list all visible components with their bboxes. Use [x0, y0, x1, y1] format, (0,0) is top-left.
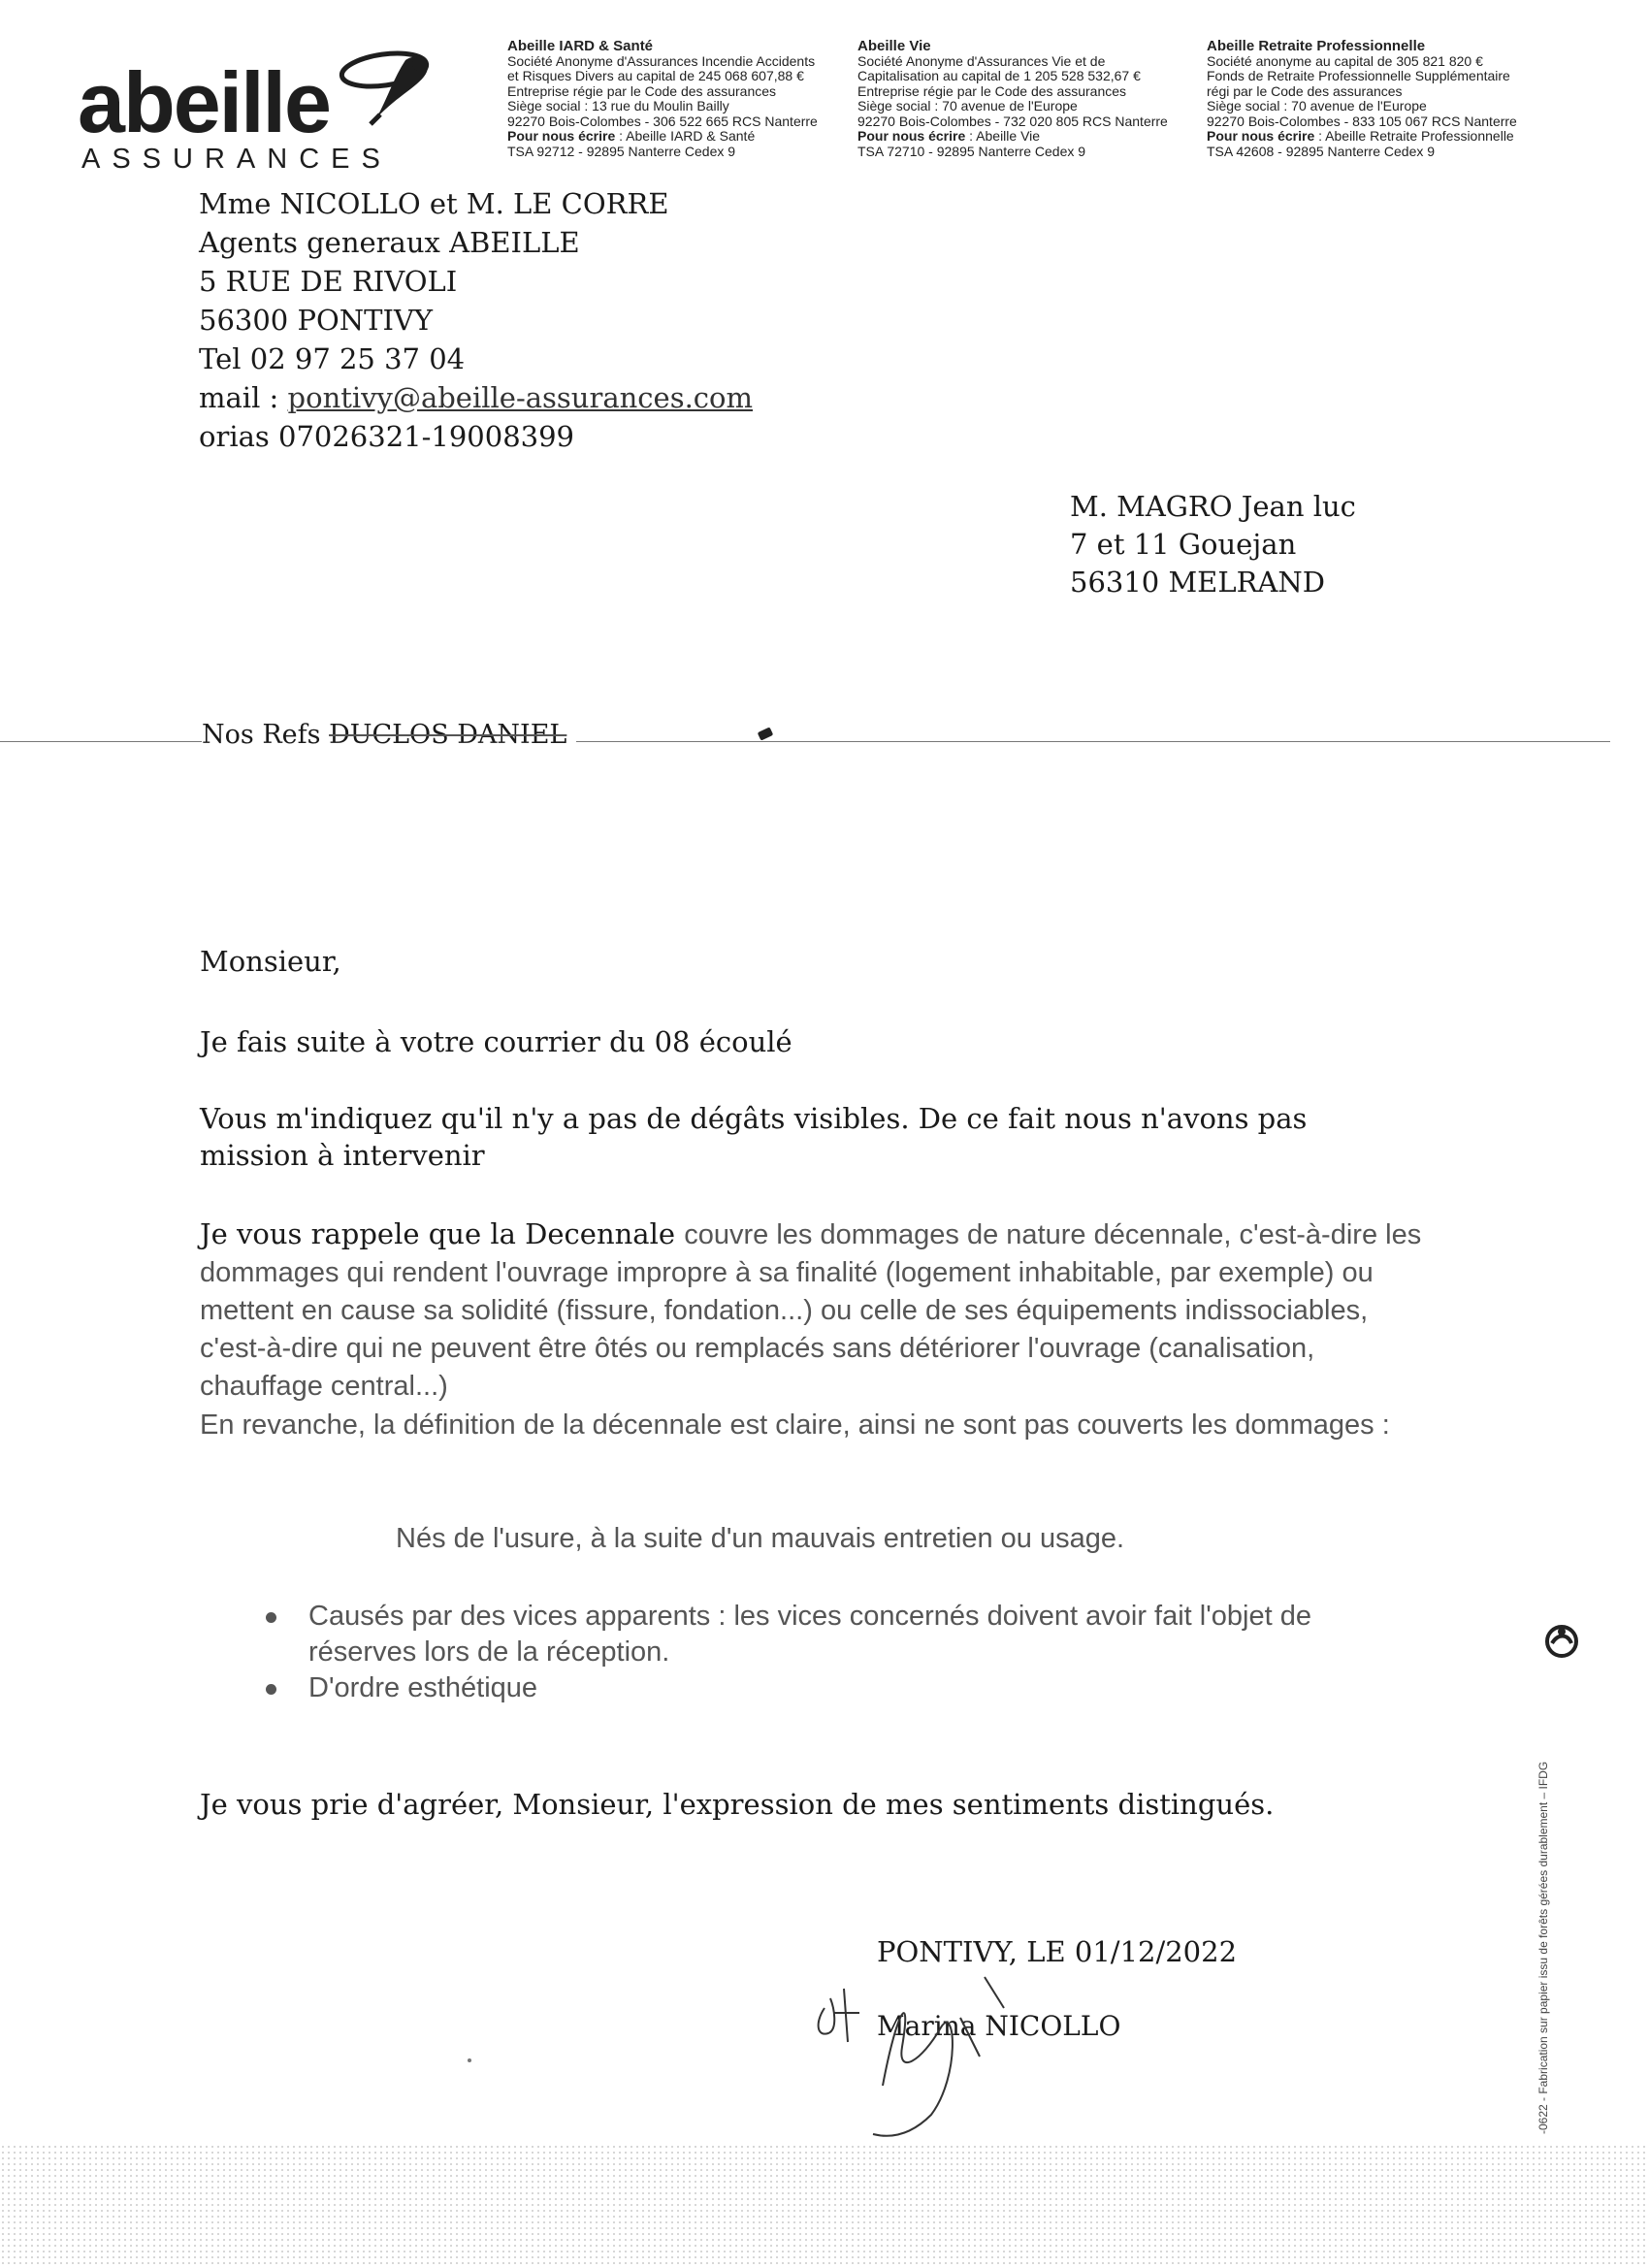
sender-agents: Mme NICOLLO et M. LE CORRE	[199, 187, 669, 220]
scan-speck	[468, 2058, 471, 2062]
company-line: régi par le Code des assurances	[1207, 82, 1403, 99]
company-title: Abeille Retraite Professionnelle	[1207, 38, 1426, 54]
list-item	[308, 1670, 1424, 1706]
company-line: 92270 Bois-Colombes - 732 020 805 RCS Nanterre	[857, 113, 1168, 129]
company-tsa: TSA 72710 - 92895 Nanterre Cedex 9	[857, 143, 1086, 159]
company-write-to	[857, 129, 1207, 145]
mail-link[interactable]: pontivy@abeille-assurances.com	[287, 381, 754, 414]
list-item-text: Causés par des vices apparents : les vices concernés doivent avoir fait l'objet de réserves lors de la réception.	[308, 1601, 1311, 1668]
paragraph-4: En revanche, la définition de la décennale est claire, ainsi ne sont pas couverts les dommages :	[200, 1409, 1390, 1441]
write-label: Pour nous écrire	[507, 128, 616, 144]
company-abeille-retraite	[1207, 39, 1556, 159]
indented-item: Nés de l'usure, à la suite d'un mauvais entretien ou usage.	[396, 1523, 1125, 1554]
company-line: Fonds de Retraite Professionnelle Supplémentaire	[1207, 68, 1510, 83]
company-write-to	[507, 129, 857, 145]
write-value: : Abeille IARD & Santé	[615, 128, 756, 144]
sender-title: Agents generaux ABEILLE	[199, 226, 580, 259]
company-tsa: TSA 42608 - 92895 Nanterre Cedex 9	[1207, 143, 1436, 159]
company-line: Société Anonyme d'Assurances Incendie Accidents	[507, 52, 816, 69]
signature-place-date: PONTIVY, LE 01/12/2022	[877, 1935, 1238, 1968]
scan-noise-band	[0, 2144, 1649, 2268]
company-abeille-vie	[857, 39, 1207, 159]
company-title: Abeille Vie	[857, 38, 931, 54]
bullet-icon	[266, 1684, 276, 1695]
refs-label: Nos Refs	[202, 720, 330, 750]
refs-name: DUCLOS DANIEL	[329, 720, 567, 750]
company-line: Siège social : 70 avenue de l'Europe	[857, 98, 1078, 113]
abeille-logo-wordmark: abeille	[78, 54, 330, 150]
company-title: Abeille IARD & Santé	[507, 38, 654, 54]
company-write-to	[1207, 129, 1556, 145]
sender-mail	[199, 378, 753, 417]
company-line: Société Anonyme d'Assurances Vie et de	[857, 52, 1106, 69]
company-tsa: TSA 92712 - 92895 Nanterre Cedex 9	[507, 143, 736, 159]
company-line: 92270 Bois-Colombes - 833 105 067 RCS Nanterre	[1207, 113, 1517, 129]
paper-origin-label: -0622 - Fabrication sur papier issu de forêts gérées durablement – IFDG	[1536, 1761, 1550, 2134]
recipient-street: 7 et 11 Gouejan	[1070, 528, 1297, 561]
recycling-logo-icon	[1542, 1622, 1581, 1661]
write-label: Pour nous écrire	[857, 128, 966, 144]
sender-city: 56300 PONTIVY	[199, 304, 434, 337]
signature-name: Marina NICOLLO	[877, 2010, 1121, 2042]
write-label: Pour nous écrire	[1207, 128, 1315, 144]
company-line: Entreprise régie par le Code des assurances	[857, 82, 1127, 99]
paragraph-3-rest: couvre les dommages de nature décennale, c'est-à-dire les dommages qui rendent l'ouvrage impropre à sa finalité (logement inhabitable, par exemple) ou mettent en cause sa solidité (fissure, fondation...) ou celle de ses équipements indissociables, c'est-à-dire qui ne peuvent être ôtés ou remplacés sans détériorer l'ouvrage (canalisation, chauffage central...)	[200, 1219, 1422, 1402]
bullet-icon	[266, 1612, 276, 1623]
paragraph-1: Je fais suite à votre courrier du 08 écoulé	[200, 1025, 792, 1058]
exclusions-list	[308, 1599, 1424, 1706]
list-item	[308, 1599, 1424, 1670]
abeille-logo-subtitle: ASSURANCES	[81, 144, 392, 175]
paragraph-2: Vous m'indiquez qu'il n'y a pas de dégâts visibles. De ce fait nous n'avons pas mission à intervenir	[200, 1102, 1308, 1172]
sender-address-block	[199, 184, 753, 456]
company-line: 92270 Bois-Colombes - 306 522 665 RCS Nanterre	[507, 113, 818, 129]
list-item-text: D'ordre esthétique	[308, 1672, 538, 1703]
sender-orias: orias 07026321-19008399	[199, 420, 574, 453]
company-line: Société anonyme au capital de 305 821 820 €	[1207, 52, 1483, 69]
sender-phone: Tel 02 97 25 37 04	[199, 342, 466, 375]
company-line: et Risques Divers au capital de 245 068 607,88 €	[507, 68, 804, 83]
recipient-address-block	[1070, 488, 1356, 601]
closing: Je vous prie d'agréer, Monsieur, l'expression de mes sentiments distingués.	[200, 1788, 1275, 1821]
mail-label: mail :	[199, 381, 288, 414]
handwritten-signature	[805, 1969, 1096, 2144]
company-line: Siège social : 13 rue du Moulin Bailly	[507, 98, 729, 113]
write-value: : Abeille Vie	[965, 128, 1041, 144]
recipient-city: 56310 MELRAND	[1070, 566, 1325, 599]
recipient-name: M. MAGRO Jean luc	[1070, 490, 1356, 523]
company-abeille-iard	[507, 39, 857, 159]
pen-mark	[758, 727, 773, 740]
references	[202, 720, 576, 750]
write-value: : Abeille Retraite Professionnelle	[1314, 128, 1514, 144]
salutation: Monsieur,	[200, 945, 341, 978]
company-line: Entreprise régie par le Code des assurances	[507, 82, 777, 99]
company-line: Siège social : 70 avenue de l'Europe	[1207, 98, 1427, 113]
sender-street: 5 RUE DE RIVOLI	[199, 265, 458, 298]
company-line: Capitalisation au capital de 1 205 528 532,67 €	[857, 68, 1141, 83]
paragraph-3-lead: Je vous rappele que la Decennale	[200, 1217, 685, 1250]
paragraph-3	[200, 1215, 1422, 1405]
bee-icon	[338, 39, 444, 126]
